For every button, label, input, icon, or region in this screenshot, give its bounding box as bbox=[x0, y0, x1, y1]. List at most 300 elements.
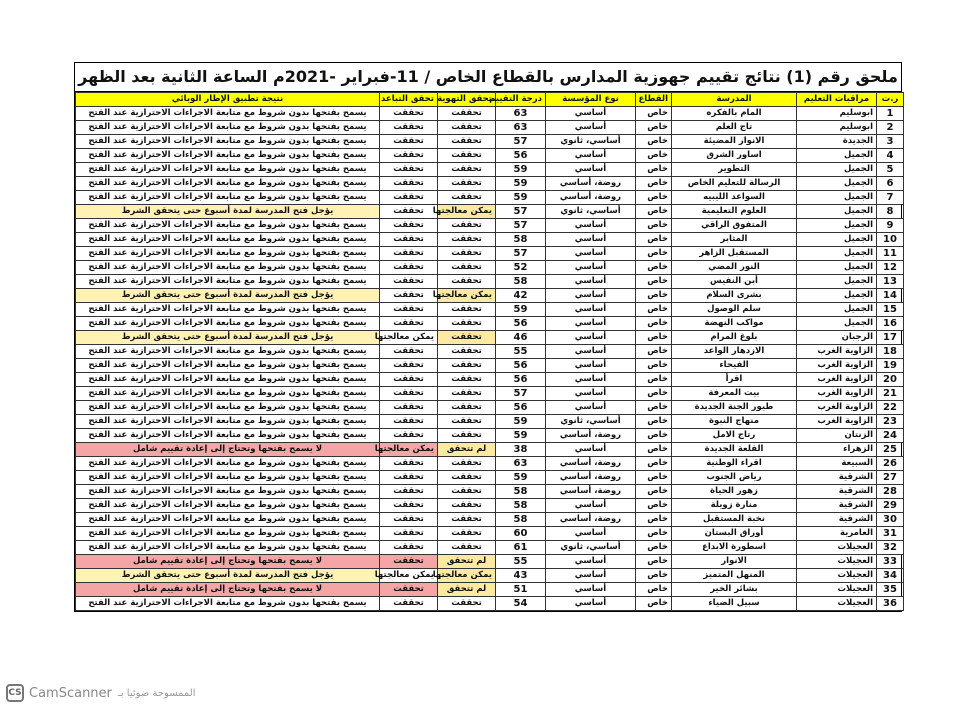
cell-sector: خاص bbox=[636, 429, 672, 443]
cell-result: يسمح بفتحها بدون شروط مع متابعة الاجراءات الاحترازية عند الفتح bbox=[76, 457, 380, 471]
cell-office: الجميل bbox=[797, 303, 877, 317]
cell-type: أساسي bbox=[546, 597, 636, 611]
cell-hygiene: تحققت bbox=[438, 541, 496, 555]
cell-office: العامرية bbox=[797, 527, 877, 541]
cell-num: 18 bbox=[877, 345, 904, 359]
cell-hygiene: تحققت bbox=[438, 275, 496, 289]
cell-school: القلعة الجديدة bbox=[672, 443, 797, 457]
cell-result: يسمح بفتحها بدون شروط مع متابعة الاجراءات الاحترازية عند الفتح bbox=[76, 541, 380, 555]
cell-office: الجميل bbox=[797, 163, 877, 177]
cell-type: روضة، أساسي bbox=[546, 191, 636, 205]
cell-num: 10 bbox=[877, 233, 904, 247]
cell-distance: تحققت bbox=[380, 135, 438, 149]
cell-school: المام بالفكره bbox=[672, 107, 797, 121]
cell-score: 59 bbox=[496, 415, 546, 429]
cell-result: يسمح بفتحها بدون شروط مع متابعة الاجراءات الاحترازية عند الفتح bbox=[76, 135, 380, 149]
cell-type: أساسي bbox=[546, 583, 636, 597]
cell-office: العجيلات bbox=[797, 583, 877, 597]
header-office: مراقبات التعليم bbox=[797, 93, 877, 107]
cell-result: يسمح بفتحها بدون شروط مع متابعة الاجراءات الاحترازية عند الفتح bbox=[76, 429, 380, 443]
cell-sector: خاص bbox=[636, 303, 672, 317]
cell-sector: خاص bbox=[636, 597, 672, 611]
cell-hygiene: تحققت bbox=[438, 261, 496, 275]
cell-result: يسمح بفتحها بدون شروط مع متابعة الاجراءات الاحترازية عند الفتح bbox=[76, 499, 380, 513]
cell-school: الفيحاء bbox=[672, 359, 797, 373]
cell-score: 57 bbox=[496, 219, 546, 233]
cell-num: 12 bbox=[877, 261, 904, 275]
cell-sector: خاص bbox=[636, 373, 672, 387]
cell-distance: تحققت bbox=[380, 275, 438, 289]
cell-score: 58 bbox=[496, 275, 546, 289]
cell-score: 59 bbox=[496, 471, 546, 485]
cell-type: أساسي bbox=[546, 527, 636, 541]
table-row bbox=[76, 107, 904, 121]
table-row bbox=[76, 583, 904, 597]
cell-sector: خاص bbox=[636, 499, 672, 513]
cell-distance: تحققت bbox=[380, 429, 438, 443]
cell-school: زهور الحياة bbox=[672, 485, 797, 499]
cell-office: الزاوية الغرب bbox=[797, 345, 877, 359]
table-row bbox=[76, 513, 904, 527]
cell-result: يسمح بفتحها بدون شروط مع متابعة الاجراءات الاحترازية عند الفتح bbox=[76, 275, 380, 289]
cell-school: المتفوق الراقي bbox=[672, 219, 797, 233]
cell-sector: خاص bbox=[636, 177, 672, 191]
cell-hygiene: تحققت bbox=[438, 485, 496, 499]
cell-sector: خاص bbox=[636, 107, 672, 121]
cell-type: أساسي bbox=[546, 401, 636, 415]
cell-distance: تحققت bbox=[380, 457, 438, 471]
cell-hygiene: لم تتحقق bbox=[438, 555, 496, 569]
cell-sector: خاص bbox=[636, 331, 672, 345]
cell-office: الشرقية bbox=[797, 471, 877, 485]
cell-hygiene: تحققت bbox=[438, 415, 496, 429]
cell-office: الجميل bbox=[797, 219, 877, 233]
cell-type: أساسي bbox=[546, 359, 636, 373]
cell-num: 16 bbox=[877, 317, 904, 331]
cell-score: 52 bbox=[496, 261, 546, 275]
cell-score: 55 bbox=[496, 555, 546, 569]
cell-sector: خاص bbox=[636, 485, 672, 499]
cell-num: 9 bbox=[877, 219, 904, 233]
cell-office: ابوسليم bbox=[797, 107, 877, 121]
cell-office: العجيلات bbox=[797, 597, 877, 611]
cell-num: 6 bbox=[877, 177, 904, 191]
cell-num: 36 bbox=[877, 597, 904, 611]
cell-sector: خاص bbox=[636, 345, 672, 359]
header-type: نوع المؤسسة bbox=[546, 93, 636, 107]
cell-hygiene: تحققت bbox=[438, 429, 496, 443]
cell-type: روضة، أساسي bbox=[546, 429, 636, 443]
cell-sector: خاص bbox=[636, 121, 672, 135]
cell-school: بيت المعرفة bbox=[672, 387, 797, 401]
cell-score: 63 bbox=[496, 457, 546, 471]
header-hygiene: تحقق التهوية bbox=[438, 93, 496, 107]
cell-result: يسمح بفتحها بدون شروط مع متابعة الاجراءات الاحترازية عند الفتح bbox=[76, 121, 380, 135]
cell-hygiene: تحققت bbox=[438, 513, 496, 527]
cell-result: يسمح بفتحها بدون شروط مع متابعة الاجراءات الاحترازية عند الفتح bbox=[76, 401, 380, 415]
cell-hygiene: تحققت bbox=[438, 247, 496, 261]
table-row bbox=[76, 163, 904, 177]
cell-result: لا يسمح بفتحها وتحتاج إلى إعادة تقييم شامل bbox=[76, 555, 380, 569]
cell-sector: خاص bbox=[636, 233, 672, 247]
cell-type: أساسي bbox=[546, 345, 636, 359]
cell-type: أساسي bbox=[546, 121, 636, 135]
cell-office: الشرقية bbox=[797, 499, 877, 513]
camscanner-caption: الممسوحة ضوئيا بـ bbox=[117, 687, 196, 699]
table-row bbox=[76, 331, 904, 345]
cell-distance: تحققت bbox=[380, 387, 438, 401]
page-title: ملحق رقم (1) نتائج تقييم جهوزية المدارس بالقطاع الخاص / 11-فبراير -2021م الساعة الثانية بعد الظهر bbox=[75, 63, 901, 92]
cell-num: 19 bbox=[877, 359, 904, 373]
cell-num: 33 bbox=[877, 555, 904, 569]
header-score: درجة التقييم bbox=[496, 93, 546, 107]
cell-school: الانوار المضيئة bbox=[672, 135, 797, 149]
cell-office: الجميل bbox=[797, 205, 877, 219]
cell-school: الانوار bbox=[672, 555, 797, 569]
cell-hygiene: يمكن معالجتها bbox=[438, 205, 496, 219]
cell-result: يسمح بفتحها بدون شروط مع متابعة الاجراءات الاحترازية عند الفتح bbox=[76, 191, 380, 205]
table-row bbox=[76, 555, 904, 569]
cell-distance: تحققت bbox=[380, 373, 438, 387]
table-row bbox=[76, 149, 904, 163]
cell-num: 29 bbox=[877, 499, 904, 513]
cell-score: 61 bbox=[496, 541, 546, 555]
cell-result: يسمح بفتحها بدون شروط مع متابعة الاجراءات الاحترازية عند الفتح bbox=[76, 527, 380, 541]
cell-score: 58 bbox=[496, 233, 546, 247]
cell-result: يسمح بفتحها بدون شروط مع متابعة الاجراءات الاحترازية عند الفتح bbox=[76, 177, 380, 191]
table-row bbox=[76, 471, 904, 485]
cell-distance: تحققت bbox=[380, 401, 438, 415]
cell-distance: تحققت bbox=[380, 527, 438, 541]
cell-num: 4 bbox=[877, 149, 904, 163]
cell-distance: تحققت bbox=[380, 317, 438, 331]
cell-result: يسمح بفتحها بدون شروط مع متابعة الاجراءات الاحترازية عند الفتح bbox=[76, 149, 380, 163]
cell-school: بلوغ المرام bbox=[672, 331, 797, 345]
table-row bbox=[76, 359, 904, 373]
cell-score: 59 bbox=[496, 303, 546, 317]
cell-hygiene: تحققت bbox=[438, 317, 496, 331]
cell-result: يسمح بفتحها بدون شروط مع متابعة الاجراءات الاحترازية عند الفتح bbox=[76, 163, 380, 177]
cell-hygiene: لم تتحقق bbox=[438, 443, 496, 457]
cell-sector: خاص bbox=[636, 205, 672, 219]
cell-school: المنهل المتميز bbox=[672, 569, 797, 583]
table-row bbox=[76, 415, 904, 429]
cell-school: أبن النفيس bbox=[672, 275, 797, 289]
cell-num: 7 bbox=[877, 191, 904, 205]
cell-score: 59 bbox=[496, 429, 546, 443]
cell-distance: تحققت bbox=[380, 345, 438, 359]
cell-hygiene: تحققت bbox=[438, 135, 496, 149]
cell-school: المستقبل الزاهر bbox=[672, 247, 797, 261]
table-row bbox=[76, 247, 904, 261]
table-row bbox=[76, 345, 904, 359]
cell-num: 30 bbox=[877, 513, 904, 527]
cell-distance: تحققت bbox=[380, 359, 438, 373]
cell-sector: خاص bbox=[636, 569, 672, 583]
table-row bbox=[76, 233, 904, 247]
cell-result: يسمح بفتحها بدون شروط مع متابعة الاجراءات الاحترازية عند الفتح bbox=[76, 471, 380, 485]
cell-school: تاج العلم bbox=[672, 121, 797, 135]
cell-type: أساسي bbox=[546, 317, 636, 331]
cell-hygiene: تحققت bbox=[438, 499, 496, 513]
cell-score: 59 bbox=[496, 163, 546, 177]
cell-type: أساسي، ثانوي bbox=[546, 415, 636, 429]
cell-office: الجميل bbox=[797, 317, 877, 331]
table-row bbox=[76, 373, 904, 387]
cell-sector: خاص bbox=[636, 401, 672, 415]
table-row bbox=[76, 205, 904, 219]
cell-school: منهاج النبوة bbox=[672, 415, 797, 429]
cell-result: يسمح بفتحها بدون شروط مع متابعة الاجراءات الاحترازية عند الفتح bbox=[76, 261, 380, 275]
cell-hygiene: تحققت bbox=[438, 597, 496, 611]
cell-result: يسمح بفتحها بدون شروط مع متابعة الاجراءات الاحترازية عند الفتح bbox=[76, 485, 380, 499]
cell-num: 22 bbox=[877, 401, 904, 415]
cell-sector: خاص bbox=[636, 415, 672, 429]
camscanner-label: CamScanner bbox=[29, 685, 112, 701]
table-row bbox=[76, 485, 904, 499]
cell-score: 56 bbox=[496, 359, 546, 373]
cell-hygiene: تحققت bbox=[438, 177, 496, 191]
cell-result: يسمح بفتحها بدون شروط مع متابعة الاجراءات الاحترازية عند الفتح bbox=[76, 415, 380, 429]
cell-type: أساسي، ثانوي bbox=[546, 205, 636, 219]
table-row bbox=[76, 527, 904, 541]
cell-sector: خاص bbox=[636, 261, 672, 275]
table-row bbox=[76, 121, 904, 135]
cell-school: بشرى السلام bbox=[672, 289, 797, 303]
cell-type: روضة، أساسي bbox=[546, 177, 636, 191]
cell-school: اساور الشرق bbox=[672, 149, 797, 163]
cell-result: يسمح بفتحها بدون شروط مع متابعة الاجراءات الاحترازية عند الفتح bbox=[76, 303, 380, 317]
cell-distance: تحققت bbox=[380, 513, 438, 527]
cell-score: 38 bbox=[496, 443, 546, 457]
cell-hygiene: تحققت bbox=[438, 303, 496, 317]
cell-distance: تحققت bbox=[380, 261, 438, 275]
cell-hygiene: تحققت bbox=[438, 401, 496, 415]
cell-sector: خاص bbox=[636, 317, 672, 331]
cell-score: 63 bbox=[496, 107, 546, 121]
table-body bbox=[76, 107, 904, 611]
cell-num: 28 bbox=[877, 485, 904, 499]
cell-type: أساسي bbox=[546, 247, 636, 261]
cell-school: العلوم التعليمية bbox=[672, 205, 797, 219]
cell-num: 14 bbox=[877, 289, 904, 303]
cell-distance: تحققت bbox=[380, 541, 438, 555]
cell-distance: تحققت bbox=[380, 219, 438, 233]
table-row bbox=[76, 317, 904, 331]
cell-distance: تحققت bbox=[380, 415, 438, 429]
cell-office: الشرقية bbox=[797, 513, 877, 527]
cell-score: 56 bbox=[496, 401, 546, 415]
cell-type: روضة، أساسي bbox=[546, 485, 636, 499]
cell-school: نخبة المستقبل bbox=[672, 513, 797, 527]
cell-num: 11 bbox=[877, 247, 904, 261]
table-row bbox=[76, 569, 904, 583]
cell-hygiene: تحققت bbox=[438, 359, 496, 373]
cell-sector: خاص bbox=[636, 289, 672, 303]
cell-type: روضة، أساسي bbox=[546, 513, 636, 527]
cell-result: لا يسمح بفتحها وتحتاج إلى إعادة تقييم شامل bbox=[76, 583, 380, 597]
cell-result: يسمح بفتحها بدون شروط مع متابعة الاجراءات الاحترازية عند الفتح bbox=[76, 387, 380, 401]
cell-score: 58 bbox=[496, 499, 546, 513]
cell-hygiene: تحققت bbox=[438, 373, 496, 387]
cell-result: يسمح بفتحها بدون شروط مع متابعة الاجراءات الاحترازية عند الفتح bbox=[76, 247, 380, 261]
cell-type: روضة، أساسي bbox=[546, 471, 636, 485]
cell-office: الجميل bbox=[797, 149, 877, 163]
cell-type: أساسي bbox=[546, 233, 636, 247]
cell-type: أساسي، ثانوي bbox=[546, 135, 636, 149]
table-row bbox=[76, 387, 904, 401]
cell-office: الجديدة bbox=[797, 135, 877, 149]
results-table bbox=[75, 92, 904, 611]
cell-type: أساسي bbox=[546, 303, 636, 317]
cell-result: يؤجل فتح المدرسة لمدة أسبوع حتى يتحقق الشرط bbox=[76, 205, 380, 219]
cell-distance: تحققت bbox=[380, 485, 438, 499]
cell-result: يسمح بفتحها بدون شروط مع متابعة الاجراءات الاحترازية عند الفتح bbox=[76, 373, 380, 387]
cell-distance: تحققت bbox=[380, 163, 438, 177]
cell-score: 59 bbox=[496, 177, 546, 191]
cell-num: 24 bbox=[877, 429, 904, 443]
cell-sector: خاص bbox=[636, 163, 672, 177]
cell-sector: خاص bbox=[636, 513, 672, 527]
cell-type: أساسي bbox=[546, 149, 636, 163]
cell-office: الزهراء bbox=[797, 443, 877, 457]
cell-office: الجميل bbox=[797, 233, 877, 247]
table-row bbox=[76, 261, 904, 275]
cell-school: التطوير bbox=[672, 163, 797, 177]
table-row bbox=[76, 135, 904, 149]
cell-distance: تحققت bbox=[380, 247, 438, 261]
cell-distance: تحققت bbox=[380, 597, 438, 611]
cell-distance: تحققت bbox=[380, 177, 438, 191]
cell-num: 27 bbox=[877, 471, 904, 485]
cell-sector: خاص bbox=[636, 443, 672, 457]
table-row bbox=[76, 541, 904, 555]
cell-score: 58 bbox=[496, 485, 546, 499]
cell-distance: تحققت bbox=[380, 121, 438, 135]
cell-sector: خاص bbox=[636, 527, 672, 541]
cell-office: العجيلات bbox=[797, 555, 877, 569]
cell-hygiene: تحققت bbox=[438, 107, 496, 121]
cell-type: أساسي bbox=[546, 107, 636, 121]
cell-type: أساسي bbox=[546, 163, 636, 177]
header-school: المدرسة bbox=[672, 93, 797, 107]
cell-school: رياض الجنوب bbox=[672, 471, 797, 485]
cell-num: 35 bbox=[877, 583, 904, 597]
cell-distance: تحققت bbox=[380, 303, 438, 317]
cell-distance: تحققت bbox=[380, 233, 438, 247]
cell-school: بشائر الخير bbox=[672, 583, 797, 597]
header-num: ر.ت bbox=[877, 93, 904, 107]
header-result: نتيجة تطبيق الإطار الوبائي bbox=[76, 93, 380, 107]
cell-hygiene: تحققت bbox=[438, 233, 496, 247]
cell-score: 46 bbox=[496, 331, 546, 345]
cell-num: 17 bbox=[877, 331, 904, 345]
cell-num: 25 bbox=[877, 443, 904, 457]
cell-sector: خاص bbox=[636, 149, 672, 163]
cell-sector: خاص bbox=[636, 541, 672, 555]
cell-school: اقراء الوطنية bbox=[672, 457, 797, 471]
cell-office: الشرقية bbox=[797, 485, 877, 499]
cell-result: يسمح بفتحها بدون شروط مع متابعة الاجراءات الاحترازية عند الفتح bbox=[76, 107, 380, 121]
cell-school: سلم الوصول bbox=[672, 303, 797, 317]
cell-sector: خاص bbox=[636, 583, 672, 597]
cell-sector: خاص bbox=[636, 247, 672, 261]
cell-school: منارة زويلة bbox=[672, 499, 797, 513]
cell-distance: تحققت bbox=[380, 471, 438, 485]
cell-hygiene: تحققت bbox=[438, 163, 496, 177]
cell-school: اسطورة الابداع bbox=[672, 541, 797, 555]
cell-result: يسمح بفتحها بدون شروط مع متابعة الاجراءات الاحترازية عند الفتح bbox=[76, 597, 380, 611]
cell-result: يؤجل فتح المدرسة لمدة أسبوع حتى يتحقق الشرط bbox=[76, 569, 380, 583]
cell-result: لا يسمح بفتحها وتحتاج إلى إعادة تقييم شامل bbox=[76, 443, 380, 457]
cell-school: اقرأ bbox=[672, 373, 797, 387]
cell-office: الجميل bbox=[797, 275, 877, 289]
cell-num: 32 bbox=[877, 541, 904, 555]
table-row bbox=[76, 289, 904, 303]
cell-score: 59 bbox=[496, 191, 546, 205]
cell-score: 55 bbox=[496, 345, 546, 359]
table-row bbox=[76, 275, 904, 289]
cell-num: 3 bbox=[877, 135, 904, 149]
cell-office: العجيلات bbox=[797, 569, 877, 583]
cell-result: يسمح بفتحها بدون شروط مع متابعة الاجراءات الاحترازية عند الفتح bbox=[76, 233, 380, 247]
cell-type: أساسي bbox=[546, 261, 636, 275]
cell-sector: خاص bbox=[636, 135, 672, 149]
table-row bbox=[76, 443, 904, 457]
cell-hygiene: تحققت bbox=[438, 149, 496, 163]
cell-num: 5 bbox=[877, 163, 904, 177]
cell-hygiene: تحققت bbox=[438, 331, 496, 345]
cell-distance: تحققت bbox=[380, 149, 438, 163]
cell-score: 57 bbox=[496, 387, 546, 401]
cell-distance: تحققت bbox=[380, 205, 438, 219]
cell-distance: تحققت bbox=[380, 191, 438, 205]
cell-type: أساسي bbox=[546, 499, 636, 513]
cell-result: يؤجل فتح المدرسة لمدة أسبوع حتى يتحقق الشرط bbox=[76, 331, 380, 345]
cell-score: 42 bbox=[496, 289, 546, 303]
cell-office: الجميل bbox=[797, 177, 877, 191]
table-row bbox=[76, 401, 904, 415]
cell-school: أوراق البستان bbox=[672, 527, 797, 541]
cell-school: الازدهار الواعد bbox=[672, 345, 797, 359]
table-row bbox=[76, 499, 904, 513]
cell-office: الزاوية الغرب bbox=[797, 401, 877, 415]
cell-hygiene: تحققت bbox=[438, 191, 496, 205]
cell-type: أساسي bbox=[546, 275, 636, 289]
cell-num: 34 bbox=[877, 569, 904, 583]
cell-type: أساسي bbox=[546, 331, 636, 345]
cell-hygiene: تحققت bbox=[438, 121, 496, 135]
cell-office: العجيلات bbox=[797, 541, 877, 555]
cell-score: 57 bbox=[496, 205, 546, 219]
cell-type: أساسي bbox=[546, 387, 636, 401]
cell-hygiene: يمكن معالجتها bbox=[438, 289, 496, 303]
cell-office: ابوسليم bbox=[797, 121, 877, 135]
scanner-watermark bbox=[6, 683, 196, 703]
cell-num: 23 bbox=[877, 415, 904, 429]
cell-num: 20 bbox=[877, 373, 904, 387]
cell-score: 58 bbox=[496, 513, 546, 527]
cell-type: أساسي bbox=[546, 443, 636, 457]
cell-distance: يمكن معالجتها bbox=[380, 331, 438, 345]
cell-office: الجميل bbox=[797, 289, 877, 303]
cell-hygiene: لم تتحقق bbox=[438, 583, 496, 597]
cell-sector: خاص bbox=[636, 359, 672, 373]
cell-sector: خاص bbox=[636, 555, 672, 569]
cell-school: سبيل الضياء bbox=[672, 597, 797, 611]
cell-result: يؤجل فتح المدرسة لمدة أسبوع حتى يتحقق الشرط bbox=[76, 289, 380, 303]
cell-score: 57 bbox=[496, 135, 546, 149]
